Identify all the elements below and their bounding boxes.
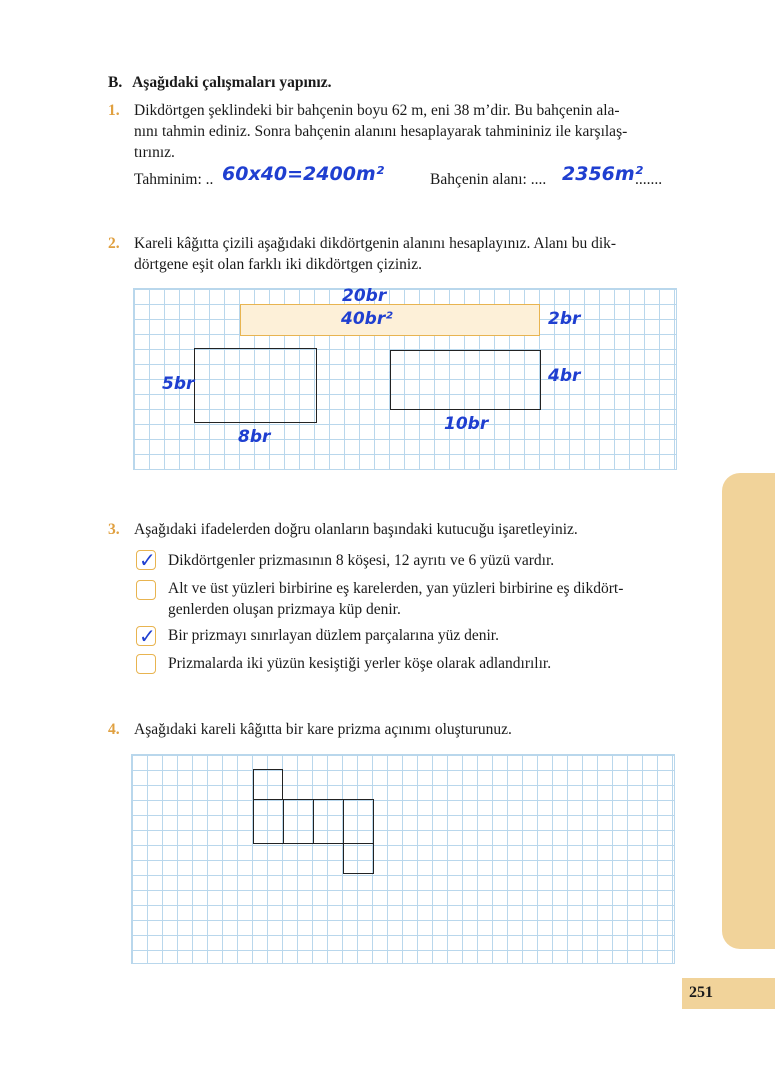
q1-area-dots: ....... [635,171,663,188]
q4-number: 4. [108,721,120,738]
side-tab [722,473,775,949]
q2-hand-top-width: 20br [342,286,387,306]
section-letter: B. [108,74,123,91]
q3-intro: Aşağıdaki ifadelerden doğru olanların başındaki kutucuğu işaretleyiniz. [134,521,578,538]
q2-hand-area: 40br² [341,309,393,329]
q3-checkbox-4[interactable] [136,654,156,674]
q1-estimate-answer: 60x40=2400m² [222,163,385,185]
q3-item-4: Prizmalarda iki yüzün kesiştiği yerler köşe olarak adlandırılır. [168,655,552,672]
q1-number: 1. [108,102,120,119]
q3-checkbox-2[interactable] [136,580,156,600]
q2-hand-left-width: 8br [238,427,271,447]
q2-line1: Kareli kâğıtta çizili aşağıdaki dikdörtgenin alanını hesaplayınız. Alanı bu dik- [134,235,617,252]
q1-area-answer: 2356m² [562,163,644,185]
q1-estimate-label: Tahminim: .. [134,171,214,188]
q3-checkbox-1[interactable] [136,550,156,570]
q3-item-2 [168,578,683,620]
q2-hand-right-width: 10br [444,414,489,434]
net-face-1 [253,799,284,844]
q2-line2: dörtgene eşit olan farklı iki dikdörtgen çiziniz. [134,256,422,273]
check-mark-icon: ✓ [139,624,156,648]
net-face-4 [343,799,374,844]
q2-rectangle-4x10 [390,350,541,410]
net-face-2 [283,799,314,844]
page-number: 251 [689,984,713,1001]
q1-line2: nını tahmin ediniz. Sonra bahçenin alanını hesaplayarak tahmininiz ile karşılaş- [134,123,628,140]
q1-line3: tırınız. [134,144,175,161]
q1-text [134,100,679,163]
q2-rectangle-5x8 [194,348,317,423]
q3-number: 3. [108,521,120,538]
section-header [108,72,331,93]
q2-hand-left-height: 5br [162,374,195,394]
section-title: Aşağıdaki çalışmaları yapınız. [132,74,332,91]
q1-area-label: Bahçenin alanı: .... [430,171,547,188]
q2-hand-top-height: 2br [548,309,581,329]
q4-text: Aşağıdaki kareli kâğıtta bir kare prizma açınımı oluşturunuz. [134,721,512,738]
q4-grid [131,754,675,964]
q3-item-1: Dikdörtgenler prizmasının 8 köşesi, 12 ayrıtı ve 6 yüzü vardır. [168,552,555,569]
q1-line1: Dikdörtgen şeklindeki bir bahçenin boyu 62 m, eni 38 m’dir. Bu bahçenin ala- [134,102,620,119]
q3-item-2-line1: Alt ve üst yüzleri birbirine eş karelerden, yan yüzleri birbirine eş dikdört- [168,580,624,597]
q2-number: 2. [108,235,120,252]
net-square-bottom [343,843,374,874]
net-face-3 [313,799,344,844]
check-mark-icon: ✓ [139,548,156,572]
q3-item-3: Bir prizmayı sınırlayan düzlem parçalarına yüz denir. [168,627,499,644]
q3-item-2-line2: genlerden oluşan prizmaya küp denir. [168,601,401,618]
q2-hand-right-height: 4br [548,366,581,386]
q2-text [134,233,679,275]
net-square-top [253,769,283,800]
q3-checkbox-3[interactable] [136,626,156,646]
